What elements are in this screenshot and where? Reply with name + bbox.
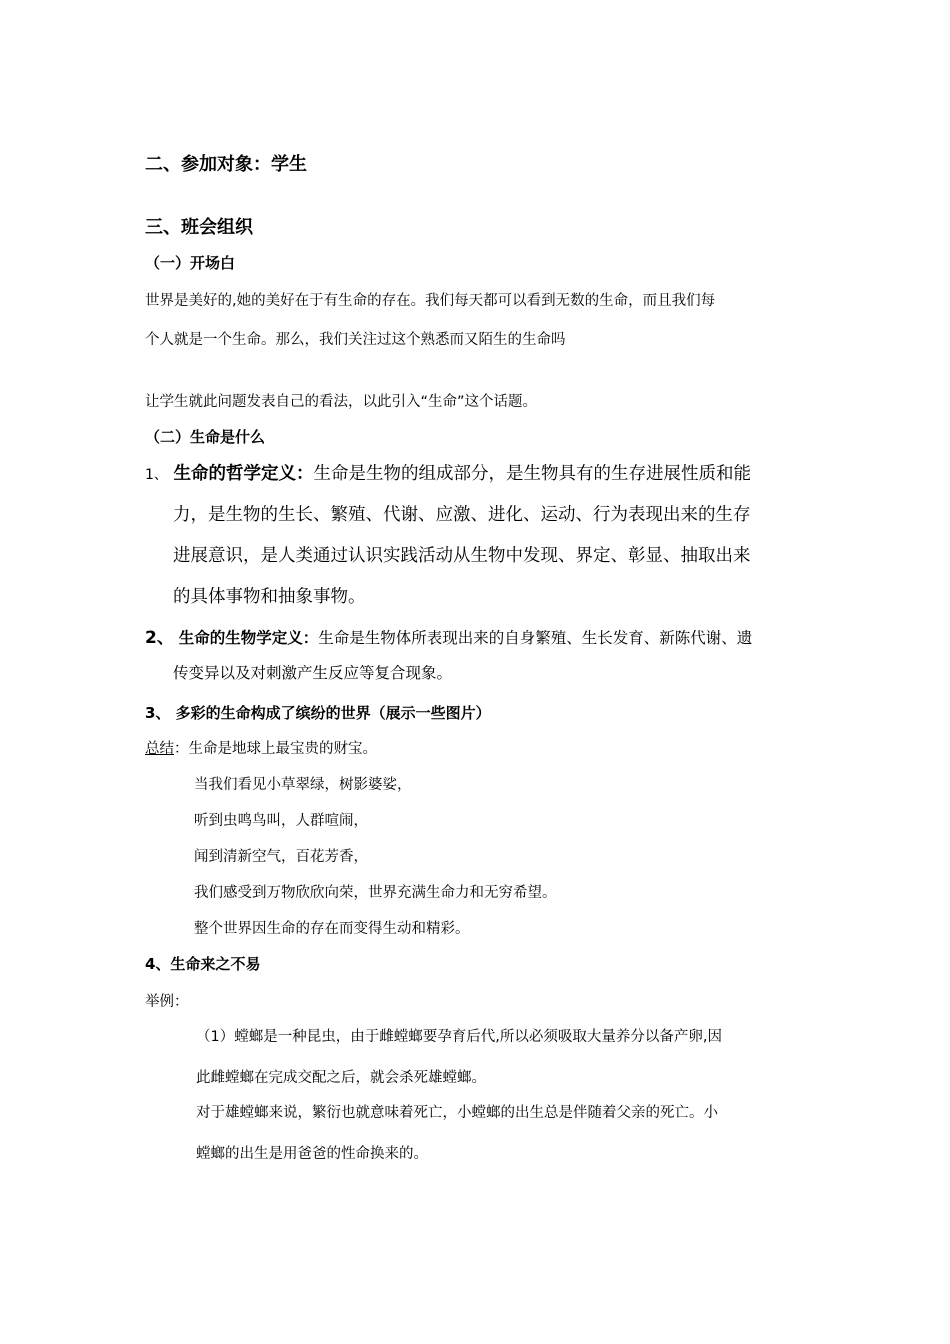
list-number: 2、 [145, 628, 174, 648]
paragraph-line: 个人就是一个生命。那么，我们关注过这个熟悉而又陌生的生命吗 [145, 332, 566, 348]
list-item-colorful-life: 3、 多彩的生命构成了缤纷的世界（展示一些图片） [145, 704, 491, 722]
definition-label: 生命的哲学定义： [173, 464, 314, 484]
list-item-philosophy [145, 460, 751, 485]
example-line: 对于雄螳螂来说，繁衍也就意味着死亡，小螳螂的出生总是伴随着父亲的死亡。小 [196, 1105, 718, 1121]
poem-line: 我们感受到万物欣欣向荣，世界充满生命力和无穷希望。 [194, 885, 557, 901]
paragraph-line: 世界是美好的,她的美好在于有生命的存在。我们每天都可以看到无数的生命，而且我们每 [145, 293, 716, 309]
subsection-heading-opening: （一）开场白 [145, 254, 236, 272]
list-item-biology [145, 623, 752, 648]
example-line: （1）螳螂是一种昆虫，由于雌螳螂要孕育后代,所以必须吸取大量养分以备产卵,因 [196, 1029, 722, 1045]
section-heading-participants: 二、参加对象：学生 [145, 154, 307, 175]
summary-line [145, 737, 377, 758]
definition-line: 传变异以及对刺激产生反应等复合现象。 [173, 664, 453, 682]
example-line: 螳螂的出生是用爸爸的性命换来的。 [196, 1146, 428, 1162]
poem-line: 当我们看见小草翠绿，树影婆娑， [194, 777, 412, 793]
poem-line: 整个世界因生命的存在而变得生动和精彩。 [194, 921, 470, 937]
section-heading-organization: 三、班会组织 [145, 217, 253, 238]
definition-line: 进展意识，是人类通过认识实践活动从生物中发现、界定、彰显、抽取出来 [173, 546, 751, 566]
definition-line: 的具体事物和抽象事物。 [173, 587, 366, 607]
definition-text: 生命是生物的组成部分，是生物具有的生存进展性质和能 [313, 464, 751, 484]
summary-text: ：生命是地球上最宝贵的财宝。 [174, 741, 377, 757]
list-number: 1、 [145, 467, 168, 483]
definition-text: 生命是生物体所表现出来的自身繁殖、生长发育、新陈代谢、遗 [318, 629, 753, 647]
paragraph-line: 让学生就此问题发表自己的看法，以此引入“生命”这个话题。 [145, 394, 538, 410]
summary-label: 总结 [145, 741, 174, 757]
example-label: 举例： [145, 994, 189, 1010]
definition-label: 生命的生物学定义： [178, 629, 319, 647]
definition-line: 力，是生物的生长、繁殖、代谢、应激、进化、运动、行为表现出来的生存 [173, 505, 751, 525]
subsection-heading-what-is-life: （二）生命是什么 [145, 428, 266, 446]
poem-line: 闻到清新空气，百花芳香， [194, 849, 368, 865]
list-item-life-not-easy: 4、生命来之不易 [145, 955, 261, 973]
example-line: 此雌螳螂在完成交配之后，就会杀死雄螳螂。 [196, 1070, 486, 1086]
poem-line: 听到虫鸣鸟叫，人群喧闹， [194, 813, 368, 829]
